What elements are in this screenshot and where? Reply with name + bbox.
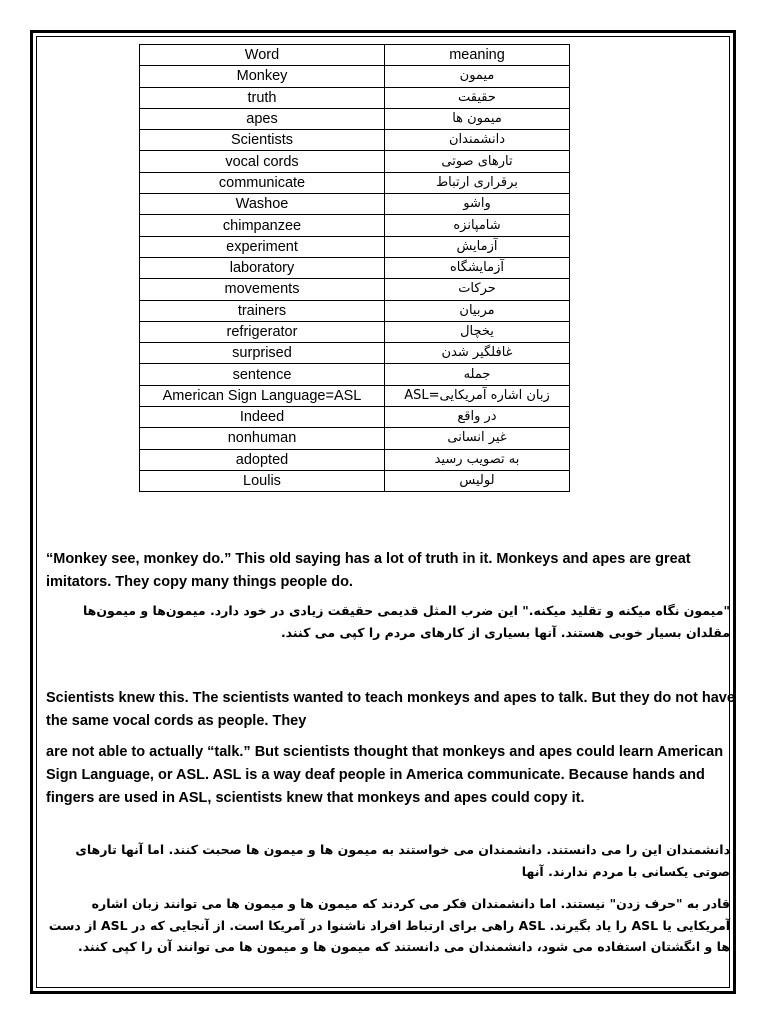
word-cell: refrigerator bbox=[140, 321, 385, 342]
word-cell: communicate bbox=[140, 172, 385, 193]
meaning-cell: میمون bbox=[385, 66, 570, 87]
meaning-cell: حقیقت bbox=[385, 87, 570, 108]
table-row bbox=[140, 407, 570, 428]
table-row bbox=[140, 66, 570, 87]
table-row bbox=[140, 194, 570, 215]
table-row bbox=[140, 151, 570, 172]
meaning-cell: لولیس bbox=[385, 470, 570, 491]
vocabulary-table bbox=[139, 44, 570, 492]
meaning-cell: زبان اشاره آمریکایی=ASL bbox=[385, 385, 570, 406]
meaning-cell: یخچال bbox=[385, 321, 570, 342]
meaning-cell: دانشمندان bbox=[385, 130, 570, 151]
meaning-cell: واشو bbox=[385, 194, 570, 215]
meaning-cell: آزمایشگاه bbox=[385, 257, 570, 278]
paragraph-2-persian-part-1: دانشمندان این را می دانستند. دانشمندان می خواستند به میمون ها و میمون ها صحبت کنند. اما آنها تارهای صوتی یکسانی با مردم ندارند. آنها bbox=[75, 842, 730, 879]
word-cell: apes bbox=[140, 108, 385, 129]
word-cell: Washoe bbox=[140, 194, 385, 215]
paragraph-2-english-part-2: are not able to actually “talk.” But scientists thought that monkeys and apes could learn American Sign Language, or ASL. ASL is a way deaf people in America communicate. Because hands and fingers are used in ASL, scientists knew that monkeys and apes could copy it. bbox=[46, 744, 724, 806]
meaning-cell: مربیان bbox=[385, 300, 570, 321]
meaning-cell: میمون ها bbox=[385, 108, 570, 129]
word-cell: Scientists bbox=[140, 130, 385, 151]
table-row bbox=[140, 172, 570, 193]
meaning-cell: تارهای صوتی bbox=[385, 151, 570, 172]
meaning-cell: حرکات bbox=[385, 279, 570, 300]
word-cell: experiment bbox=[140, 236, 385, 257]
word-cell: nonhuman bbox=[140, 428, 385, 449]
meaning-cell: غیر انسانی bbox=[385, 428, 570, 449]
table-row bbox=[140, 449, 570, 470]
paragraph-1-english: “Monkey see, monkey do.” This old saying has a lot of truth in it. Monkeys and apes are great imitators. They copy many things people do. bbox=[46, 551, 691, 590]
paragraph-1-persian: "میمون نگاه میکنه و تقلید میکنه." این ضرب المثل قدیمی حقیقت زیادی در خود دارد. میمون‌ها و میمون‌ها مقلدان بسیار خوبی هستند. آنها بسیاری از کارهای مردم را کپی می کنند. bbox=[82, 603, 730, 640]
paragraph-2-persian-part-2: قادر به "حرف زدن" نیستند. اما دانشمندان فکر می کردند که میمون ها و میمون ها می توانند زبان اشاره آمریکایی یا ASL را یاد بگیرند. ASL راهی برای ارتباط افراد ناشنوا در آمریکا است. از آنجایی که در ASL از دست ها و انگشتان استفاده می شود، دانشمندان می دانستند که میمون ها و میمون ها می توانند آن را کپی کنند. bbox=[48, 896, 730, 954]
table-row bbox=[140, 215, 570, 236]
word-cell: trainers bbox=[140, 300, 385, 321]
table-row bbox=[140, 257, 570, 278]
word-cell: Monkey bbox=[140, 66, 385, 87]
meaning-cell: برقراری ارتباط bbox=[385, 172, 570, 193]
vocabulary-rows bbox=[140, 66, 570, 492]
word-cell: chimpanzee bbox=[140, 215, 385, 236]
word-cell: surprised bbox=[140, 343, 385, 364]
table-row bbox=[140, 108, 570, 129]
meaning-cell: در واقع bbox=[385, 407, 570, 428]
word-cell: truth bbox=[140, 87, 385, 108]
table-row bbox=[140, 236, 570, 257]
table-row bbox=[140, 130, 570, 151]
meaning-cell: غافلگیر شدن bbox=[385, 343, 570, 364]
word-cell: movements bbox=[140, 279, 385, 300]
meaning-cell: به تصویب رسید bbox=[385, 449, 570, 470]
meaning-cell: آزمایش bbox=[385, 236, 570, 257]
table-row bbox=[140, 87, 570, 108]
table-row bbox=[140, 364, 570, 385]
meaning-cell: شامپانزه bbox=[385, 215, 570, 236]
word-cell: Indeed bbox=[140, 407, 385, 428]
table-row bbox=[140, 428, 570, 449]
table-row bbox=[140, 321, 570, 342]
word-cell: laboratory bbox=[140, 257, 385, 278]
word-cell: adopted bbox=[140, 449, 385, 470]
word-cell: sentence bbox=[140, 364, 385, 385]
word-cell: vocal cords bbox=[140, 151, 385, 172]
table-row bbox=[140, 385, 570, 406]
table-row bbox=[140, 470, 570, 491]
table-header-row bbox=[140, 45, 570, 66]
header-word: Word bbox=[140, 45, 385, 66]
table-row bbox=[140, 279, 570, 300]
header-meaning: meaning bbox=[385, 45, 570, 66]
table-row bbox=[140, 300, 570, 321]
word-cell: Loulis bbox=[140, 470, 385, 491]
word-cell: American Sign Language=ASL bbox=[140, 385, 385, 406]
paragraph-2-english-part-1: Scientists knew this. The scientists wanted to teach monkeys and apes to talk. But they do not have the same vocal cords as people. They bbox=[46, 690, 735, 729]
meaning-cell: جمله bbox=[385, 364, 570, 385]
table-row bbox=[140, 343, 570, 364]
